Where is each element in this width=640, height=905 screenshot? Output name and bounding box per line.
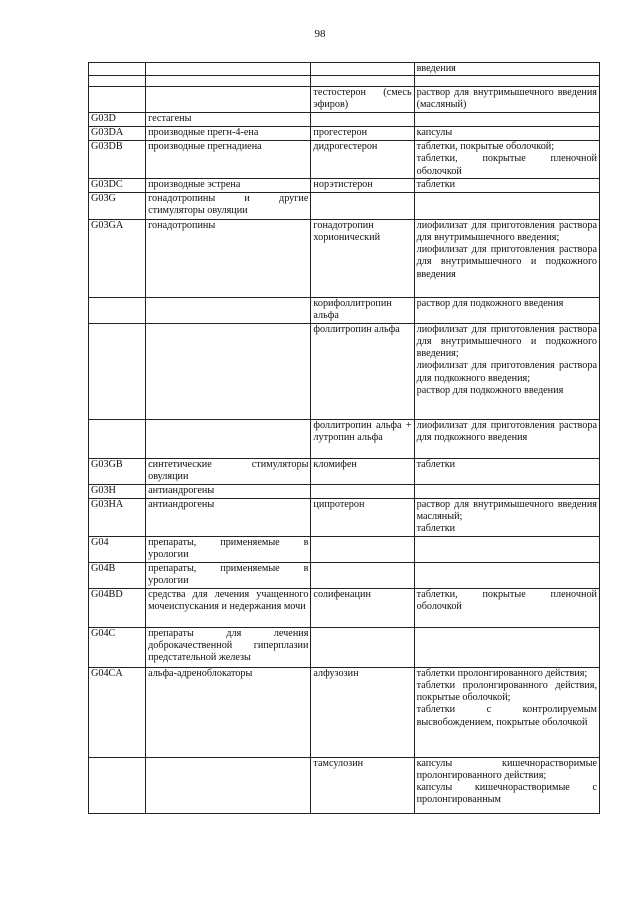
group-name-cell: гонадотропины <box>146 219 311 297</box>
dosage-form-cell <box>414 297 599 323</box>
table-row <box>89 757 600 813</box>
atc-code-cell: G03GA <box>89 219 146 297</box>
dosage-form-cell <box>414 323 599 419</box>
dosage-form-cell <box>414 484 599 498</box>
dosage-form-cell <box>414 536 599 562</box>
table-row <box>89 667 600 757</box>
dosage-form-line: таблетки <box>416 523 456 535</box>
dosage-form-cell <box>414 141 599 179</box>
atc-code-cell: G03D <box>89 113 146 127</box>
table-row <box>89 113 600 127</box>
drug-name-cell: норэтистерон <box>311 178 414 192</box>
drug-name-cell: ципротерон <box>311 498 414 536</box>
drug-name-cell: фоллитропин альфа <box>311 323 414 419</box>
drug-name-cell: кломифен <box>311 458 414 484</box>
group-name-cell: препараты для лечения доброкачественной гиперплазии предстательной железы <box>146 627 311 667</box>
group-name-cell <box>146 323 311 419</box>
dosage-form-line: таблетки пролонгированного действия, покрытые оболочкой; <box>416 680 597 704</box>
dosage-form-line: таблетки, покрытые пленочной оболочкой <box>416 588 597 613</box>
group-name-cell: антиандрогены <box>146 498 311 536</box>
dosage-form-cell <box>414 757 599 813</box>
dosage-form-cell <box>414 458 599 484</box>
dosage-form-line: капсулы кишечнорастворимые с пролонгированным <box>416 782 597 806</box>
dosage-form-line: таблетки пролонгированного действия; <box>416 667 588 679</box>
dosage-form-cell <box>414 192 599 219</box>
atc-code-cell: G03DB <box>89 141 146 179</box>
dosage-form-line: таблетки с контролируемым высвобождением, покрытые оболочкой <box>416 704 597 728</box>
dosage-form-cell <box>414 419 599 458</box>
table-row <box>89 297 600 323</box>
dosage-form-line: раствор для внутримышечного введения масляный; <box>416 498 597 523</box>
atc-code-cell <box>89 297 146 323</box>
dosage-form-line: таблетки, покрытые пленочной оболочкой <box>416 153 597 177</box>
dosage-form-cell <box>414 127 599 141</box>
dosage-form-line: таблетки <box>416 178 456 190</box>
group-name-cell: гонадотропины и другие стимуляторы овуляции <box>146 192 311 219</box>
atc-code-cell <box>89 757 146 813</box>
atc-code-cell: G03HA <box>89 498 146 536</box>
group-name-cell: синтетические стимуляторы овуляции <box>146 458 311 484</box>
atc-code-cell: G03G <box>89 192 146 219</box>
group-name-cell: производные прегнадиена <box>146 141 311 179</box>
dosage-form-cell <box>414 63 599 76</box>
table-row <box>89 219 600 297</box>
dosage-form-cell <box>414 667 599 757</box>
drug-name-cell: фоллитропин альфа + лутропин альфа <box>311 419 414 458</box>
group-name-cell: гестагены <box>146 113 311 127</box>
drug-name-cell: прогестерон <box>311 127 414 141</box>
group-name-cell <box>146 76 311 87</box>
table-row <box>89 63 600 76</box>
dosage-form-line: лиофилизат для приготовления раствора для подкожного введения <box>416 419 597 444</box>
dosage-form-line: раствор для внутримышечного введения (масляный) <box>416 87 597 111</box>
table-row <box>89 141 600 179</box>
group-name-cell: производные эстрена <box>146 178 311 192</box>
drug-name-cell <box>311 484 414 498</box>
table-row <box>89 562 600 588</box>
atc-code-cell: G03DA <box>89 127 146 141</box>
table-row <box>89 127 600 141</box>
group-name-cell <box>146 63 311 76</box>
group-name-cell: препараты, применяемые в урологии <box>146 562 311 588</box>
atc-code-cell <box>89 419 146 458</box>
dosage-form-cell <box>414 627 599 667</box>
table-row <box>89 536 600 562</box>
dosage-form-cell <box>414 498 599 536</box>
table-row <box>89 76 600 87</box>
atc-code-cell: G04 <box>89 536 146 562</box>
drug-name-cell <box>311 76 414 87</box>
dosage-form-line: введения <box>416 63 456 74</box>
group-name-cell <box>146 297 311 323</box>
group-name-cell: производные прегн-4-ена <box>146 127 311 141</box>
dosage-form-line: лиофилизат для приготовления раствора для внутримышечного введения; <box>416 219 597 244</box>
atc-code-cell: G04C <box>89 627 146 667</box>
atc-code-cell: G04CA <box>89 667 146 757</box>
atc-code-cell: G03GB <box>89 458 146 484</box>
drug-classification-table <box>88 62 600 814</box>
drug-name-cell <box>311 192 414 219</box>
group-name-cell <box>146 757 311 813</box>
dosage-form-cell <box>414 113 599 127</box>
group-name-cell: альфа-адреноблокаторы <box>146 667 311 757</box>
atc-code-cell: G03DC <box>89 178 146 192</box>
group-name-cell: препараты, применяемые в урологии <box>146 536 311 562</box>
table-row <box>89 498 600 536</box>
atc-code-cell <box>89 76 146 87</box>
dosage-form-line: капсулы <box>416 127 453 139</box>
table-row <box>89 419 600 458</box>
drug-name-cell <box>311 562 414 588</box>
dosage-form-line: лиофилизат для приготовления раствора для внутримышечного и подкожного введения <box>416 244 597 280</box>
table-row <box>89 178 600 192</box>
drug-name-cell: корифоллитропин альфа <box>311 297 414 323</box>
dosage-form-line: капсулы кишечнорастворимые пролонгированного действия; <box>416 757 597 782</box>
group-name-cell: антиандрогены <box>146 484 311 498</box>
dosage-form-cell <box>414 178 599 192</box>
dosage-form-cell <box>414 76 599 87</box>
table-row <box>89 323 600 419</box>
table-row <box>89 627 600 667</box>
dosage-form-line: таблетки <box>416 458 456 470</box>
page-number: 98 <box>314 28 326 40</box>
group-name-cell: средства для лечения учащенного мочеиспускания и недержания мочи <box>146 588 311 627</box>
dosage-form-line: лиофилизат для приготовления раствора для подкожного введения; <box>416 360 597 384</box>
atc-code-cell: G04BD <box>89 588 146 627</box>
dosage-form-cell <box>414 219 599 297</box>
dosage-form-line: таблетки, покрытые оболочкой; <box>416 141 555 153</box>
table-row <box>89 458 600 484</box>
drug-name-cell: тамсулозин <box>311 757 414 813</box>
table-row <box>89 484 600 498</box>
drug-name-cell <box>311 113 414 127</box>
drug-name-cell <box>311 627 414 667</box>
dosage-form-line: раствор для подкожного введения <box>416 384 564 396</box>
drug-name-cell <box>311 536 414 562</box>
dosage-form-cell <box>414 562 599 588</box>
drug-name-cell: солифенацин <box>311 588 414 627</box>
drug-name-cell: алфузозин <box>311 667 414 757</box>
dosage-form-line: раствор для подкожного введения <box>416 297 564 309</box>
drug-name-cell <box>311 63 414 76</box>
table-row <box>89 192 600 219</box>
atc-code-cell <box>89 63 146 76</box>
table-row <box>89 87 600 113</box>
dosage-form-line: лиофилизат для приготовления раствора для внутримышечного и подкожного введения; <box>416 323 597 360</box>
dosage-form-cell <box>414 87 599 113</box>
group-name-cell <box>146 87 311 113</box>
group-name-cell <box>146 419 311 458</box>
dosage-form-cell <box>414 588 599 627</box>
atc-code-cell <box>89 87 146 113</box>
atc-code-cell: G04B <box>89 562 146 588</box>
atc-code-cell <box>89 323 146 419</box>
drug-name-cell: тестостерон (смесь эфиров) <box>311 87 414 113</box>
drug-name-cell: дидрогестерон <box>311 141 414 179</box>
table-row <box>89 588 600 627</box>
drug-name-cell: гонадотропин хорионический <box>311 219 414 297</box>
atc-code-cell: G03H <box>89 484 146 498</box>
